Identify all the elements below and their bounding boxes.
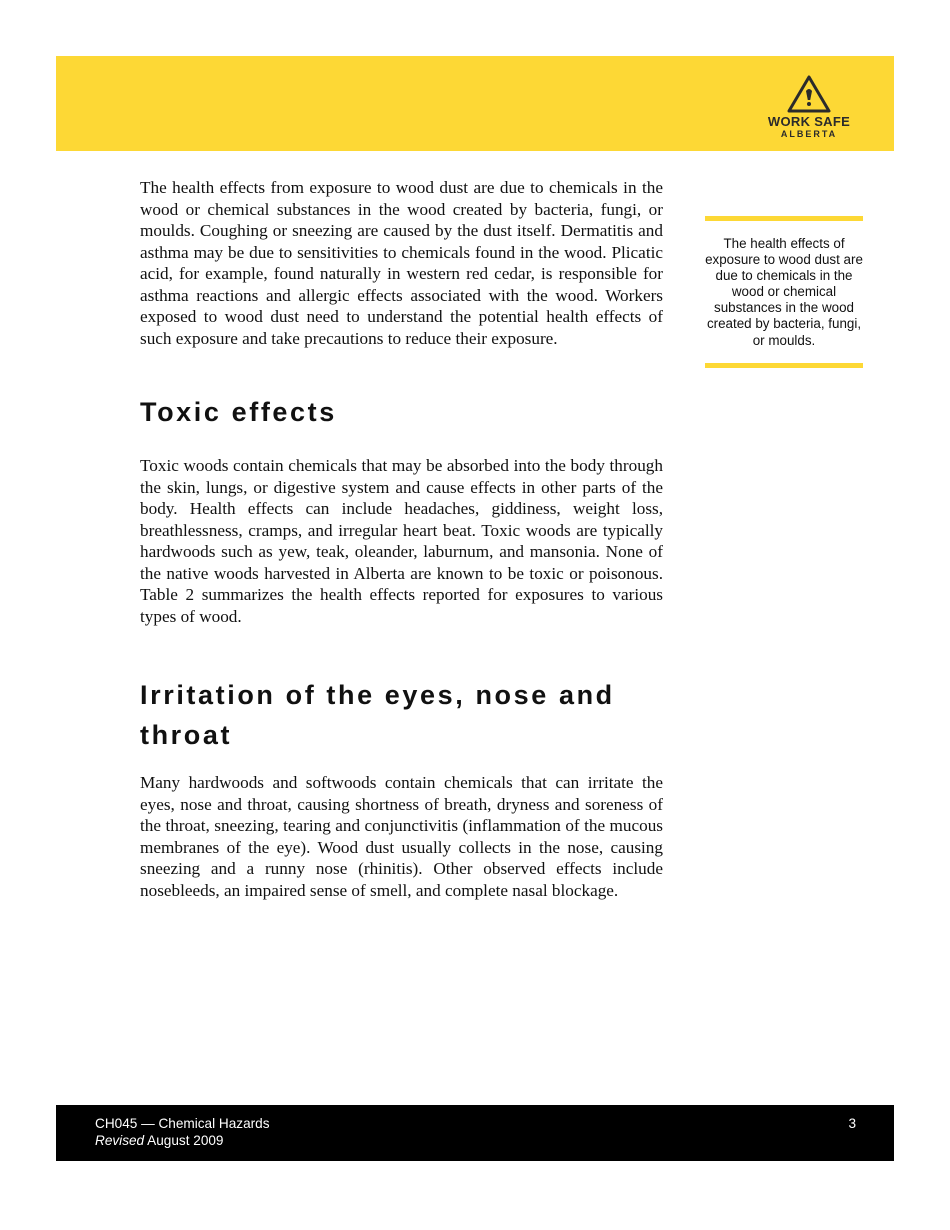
logo-subtitle: ALBERTA [780,129,838,139]
page-number: 3 [848,1116,856,1131]
footer-doc-title: CH045 — Chemical Hazards [95,1116,270,1131]
intro-paragraph: The health effects from exposure to wood dust are due to chemicals in the wood or chemical substances in the wood created by bacteria, fungi, or moulds. Coughing or sneezing are caused by the dust itself. Dermatitis and asthma may be due to sensitivities to chemicals found in the wood. Plicatic acid, for example, found naturally in western red cedar, is responsible for asthma reactions and allergic effects associated with the wood. Workers exposed to wood dust need to understand the potential health effects of such exposure and take precautions to reduce their exposure. [140,178,663,348]
footer-band [56,1105,894,1161]
section-heading-toxic-effects: Toxic effects [140,397,337,427]
work-safe-alberta-logo [764,74,854,140]
footer-revised-date: August 2009 [147,1133,224,1148]
pull-quote-box [705,216,863,368]
header-band [56,56,894,151]
logo-title: WORK SAFE [767,114,851,129]
pull-quote-text: The health effects of exposure to wood dust are due to chemicals in the wood or chemical substances in the wood created by bacteria, fungi, or moulds. [705,236,863,348]
footer-revised-label: Revised [95,1133,145,1148]
footer-doc-info [95,1115,270,1149]
footer-revision [95,1132,270,1149]
warning-triangle-icon [786,74,832,114]
toxic-effects-paragraph: Toxic woods contain chemicals that may be absorbed into the body through the skin, lungs, or digestive system and cause effects in other parts of the body. Health effects can include headaches, giddiness, weight loss, breathlessness, cramps, and irregular heart beat. Toxic woods are typically hardwoods such as yew, teak, oleander, laburnum, and mansonia. None of the native woods harvested in Alberta are known to be toxic or poisonous. Table 2 summarizes the health effects reported for exposures to various types of wood. [140,456,663,626]
main-content [140,177,663,901]
section-heading-irritation: Irritation of the eyes, nose and throat [140,680,615,750]
irritation-paragraph: Many hardwoods and softwoods contain chemicals that can irritate the eyes, nose and throat, causing shortness of breath, dryness and soreness of the throat, sneezing, tearing and conjunctivitis (inflammation of the mucous membranes of the eye). Wood dust usually collects in the nose, causing sneezing and a runny nose (rhinitis). Other observed effects include nosebleeds, an impaired sense of smell, and complete nasal blockage. [140,773,663,900]
